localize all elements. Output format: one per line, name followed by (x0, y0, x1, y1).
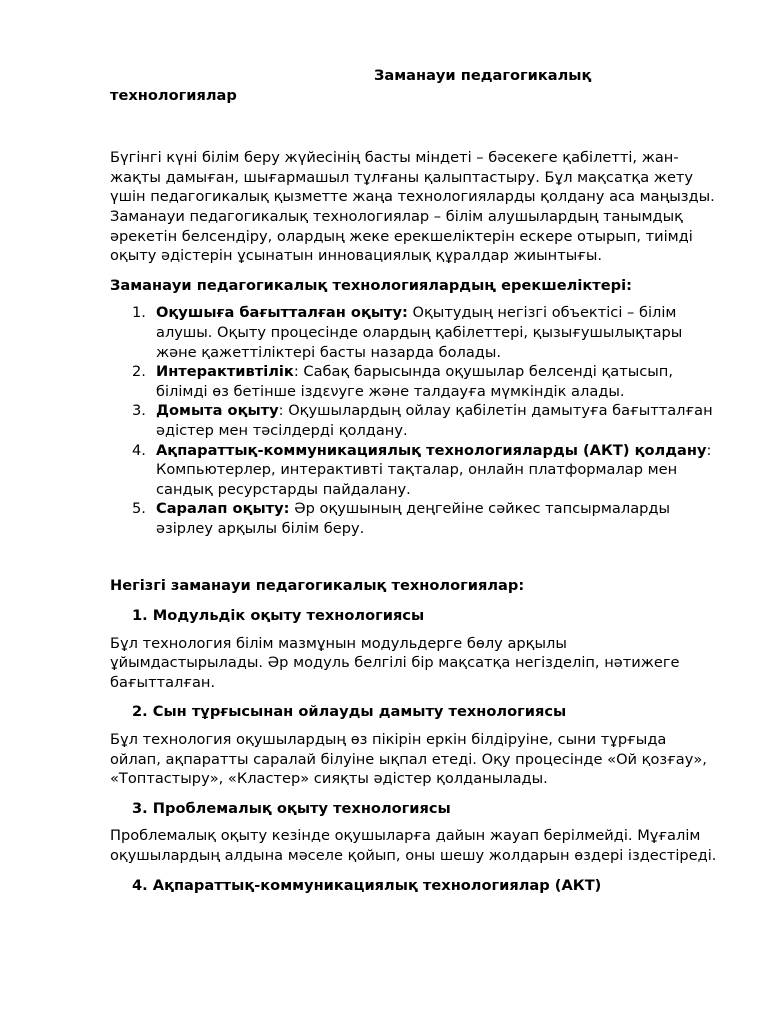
feature-text: : Сабақ барысында оқушылар белсенді қатысып, білімді өз бетінше іздενуге және талдауға мүмкіндік алады. (156, 363, 673, 400)
list-item (110, 362, 720, 401)
technology-description: Проблемалық оқыту кезінде оқушыларға дайын жауап берілмейді. Мұғалім оқушылардың алдына мәселе қойып, оны шешу жолдарын өздері іздестіреді. (110, 827, 717, 864)
list-item (110, 401, 720, 440)
feature-term: Саралап оқыту: (156, 500, 290, 518)
technologies-heading: Негізгі заманауи педагогикалық технологиялар: (110, 577, 525, 595)
list-number: 4. (132, 441, 146, 459)
technology-description: Бұл технология оқушылардың өз пікірін еркін білдіруіне, сыни тұрғыда ойлап, ақпаратты саралай білуіне ықпал етеді. Оқу процесінде «Ой қозғау», «Топтастыру», «Кластер» сияқты әдістер қолданылады. (110, 731, 707, 788)
features-list (110, 303, 720, 538)
feature-term: Оқушыға бағытталған оқыту: (156, 304, 408, 322)
feature-term: Домыта оқыту (156, 402, 279, 420)
technology-heading: 2. Сын тұрғысынан ойлауды дамыту технологиясы (132, 703, 567, 721)
feature-term: Интерактивтілік (156, 363, 294, 381)
feature-text: : Оқушылардың ойлау қабілетін дамытуға бағытталған әдістер мен тәсілдерді қолдану. (156, 402, 713, 439)
list-number: 5. (132, 500, 146, 518)
list-number: 2. (132, 363, 146, 381)
document-title: Заманауи педагогикалық (374, 67, 592, 84)
feature-term: Ақпараттық-коммуникациялық технологияларды (АКТ) қолдану (156, 441, 707, 459)
list-item (110, 303, 720, 362)
features-heading: Заманауи педагогикалық технологиялардың ерекшеліктері: (110, 276, 632, 294)
technology-heading: 1. Модульдік оқыту технологиясы (132, 607, 425, 625)
document-page (110, 66, 720, 895)
list-item (110, 499, 720, 538)
feature-text: : Компьютерлер, интерактивті тақталар, онлайн платформалар мен сандық ресурстарды пайдалану. (156, 441, 712, 498)
intro-paragraph: Бүгінгі күні білім беру жүйесінің басты міндеті – бәсекеге қабілетті, жан-жақты дамыған, шығармашыл тұлғаны қалыптастыру. Бұл мақсатқа жету үшін педагогикалық қызметте жаңа технологияларды қолдану аса маңызды. Заманауи педагогикалық технологиялар – білім алушылардың танымдық әрекетін белсендіру, олардың жеке ерекшеліктерін ескере отырып, тиімді оқыту әдістерін ұсынатын инновациялық құралдар жиынтығы. (110, 149, 715, 265)
technology-heading: 3. Проблемалық оқыту технологиясы (132, 799, 451, 817)
feature-text: Оқытудың негізгі объектісі – білім алушы. Оқыту процесінде олардың қабілеттері, қызығушылықтары және қажеттіліктері басты назарда болады. (156, 304, 683, 361)
technology-description: Бұл технология білім мазмұнын модульдерге бөлу арқылы ұйымдастырылады. Әр модуль белгілі бір мақсатқа негізделіп, нәтижеге бағытталған. (110, 634, 680, 691)
list-number: 3. (132, 402, 146, 420)
list-number: 1. (132, 304, 146, 322)
document-title-continued: технологиялар (110, 86, 237, 104)
list-item (110, 441, 720, 500)
technology-heading: 4. Ақпараттық-коммуникациялық технологиялар (АКТ) (132, 876, 602, 894)
feature-text: Әр оқушының деңгейіне сәйкес тапсырмаларды әзірлеу арқылы білім беру. (156, 500, 671, 537)
